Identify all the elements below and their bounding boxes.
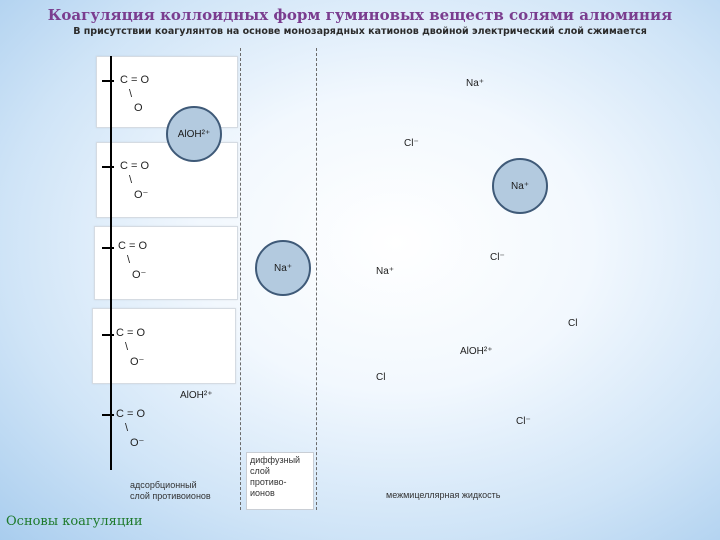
slide-title: Коагуляция коллоидных форм гуминовых веществ солями алюминия bbox=[47, 6, 673, 24]
bond-slash: \ bbox=[125, 422, 129, 434]
oxygen-anion-label: O⁻ bbox=[130, 437, 145, 449]
oxygen-anion-label: O⁻ bbox=[132, 269, 147, 281]
bond-slash: \ bbox=[125, 341, 129, 353]
caption-line: противо- bbox=[250, 477, 287, 487]
carbonyl-label: C = O bbox=[120, 74, 150, 86]
chloride-ion-label: Cl⁻ bbox=[516, 416, 531, 427]
oxygen-anion-label: O⁻ bbox=[130, 356, 145, 368]
sodium-ion-label: Na⁺ bbox=[376, 266, 395, 277]
adsorption-layer-caption bbox=[130, 480, 240, 502]
caption-line: слой bbox=[250, 466, 270, 476]
carboxyl-group bbox=[120, 74, 180, 114]
aloh-ion-label: AlOH²⁺ bbox=[460, 346, 493, 357]
carbonyl-label: C = O bbox=[120, 160, 150, 172]
diffuse-boundary-line bbox=[316, 48, 317, 510]
sodium-ion-circle bbox=[255, 240, 311, 296]
surface-bond-tick bbox=[102, 414, 114, 416]
carbonyl-label: C = O bbox=[118, 240, 148, 252]
aloh-ion-circle bbox=[166, 106, 222, 162]
carboxyl-group bbox=[118, 240, 178, 281]
surface-bond-tick bbox=[102, 166, 114, 168]
sodium-ion-label: Na⁺ bbox=[466, 78, 485, 89]
sodium-ion-circle bbox=[492, 158, 548, 214]
oxygen-anion-label: O⁻ bbox=[134, 189, 149, 201]
caption-line: диффузный bbox=[250, 455, 301, 465]
aloh-ion-label: AlOH²⁺ bbox=[177, 128, 211, 140]
caption-line: слой противоионов bbox=[130, 491, 211, 501]
aloh-ion-label: AlOH²⁺ bbox=[180, 390, 213, 401]
carbonyl-label: C = O bbox=[116, 327, 146, 339]
chloride-ion-label: Cl bbox=[568, 318, 578, 329]
slide-subtitle: В присутствии коагулянтов на основе монозарядных катионов двойной электрический слой сжимается bbox=[73, 26, 647, 37]
carboxyl-group bbox=[116, 327, 176, 368]
chloride-ion-label: Cl⁻ bbox=[490, 252, 505, 263]
footer-label: Основы коагуляции bbox=[6, 514, 143, 529]
sodium-ion-label: Na⁺ bbox=[273, 262, 293, 274]
bond-slash: \ bbox=[129, 174, 133, 186]
bond-slash: \ bbox=[127, 254, 131, 266]
bond-slash: \ bbox=[129, 88, 133, 100]
chloride-ion-label: Cl bbox=[376, 372, 386, 383]
caption-line: адсорбционный bbox=[130, 480, 197, 490]
particle-surface-axis bbox=[110, 56, 112, 470]
adsorption-boundary-line bbox=[240, 48, 241, 510]
carboxyl-group bbox=[116, 408, 176, 449]
carbonyl-label: C = O bbox=[116, 408, 146, 420]
surface-bond-tick bbox=[102, 80, 114, 82]
chloride-ion-label: Cl⁻ bbox=[404, 138, 419, 149]
oxygen-label: O bbox=[134, 102, 143, 114]
caption-line: ионов bbox=[250, 488, 275, 498]
diffuse-layer-caption bbox=[246, 452, 314, 510]
carboxyl-group bbox=[120, 160, 180, 201]
intermicellar-liquid-caption: межмицеллярная жидкость bbox=[386, 490, 501, 500]
surface-bond-tick bbox=[102, 334, 114, 336]
surface-bond-tick bbox=[102, 247, 114, 249]
sodium-ion-label: Na⁺ bbox=[510, 180, 530, 192]
